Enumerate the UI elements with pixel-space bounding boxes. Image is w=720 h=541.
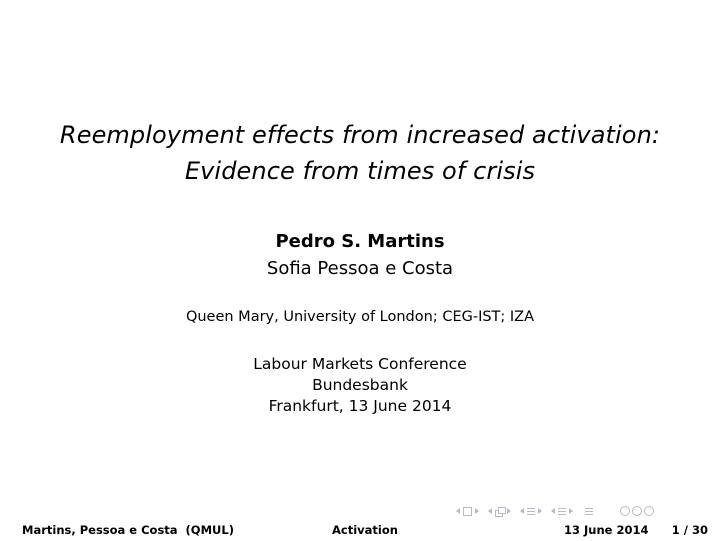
- frame-nav-icon[interactable]: [488, 507, 511, 516]
- footer-date: 13 June 2014: [564, 523, 649, 537]
- slide-nav-icon[interactable]: [456, 507, 479, 516]
- title-line-1: Reemployment effects from increased activation:: [59, 121, 661, 149]
- section-nav-icon[interactable]: [551, 508, 573, 515]
- affiliation: Queen Mary, University of London; CEG-IST; IZA: [185, 309, 535, 325]
- primary-author: Pedro S. Martins: [275, 231, 445, 252]
- search-loop-icon[interactable]: [619, 506, 655, 516]
- beamer-navigation: [456, 501, 664, 521]
- event-line-conference: Labour Markets Conference: [253, 355, 467, 373]
- footer: [0, 519, 720, 541]
- subsection-nav-icon[interactable]: [520, 508, 542, 515]
- footer-author: Martins, Pessoa e Costa (QMUL): [22, 523, 234, 537]
- footer-short-title: Activation: [332, 523, 398, 537]
- event-line-place-date: Frankfurt, 13 June 2014: [268, 397, 452, 415]
- event-line-host: Bundesbank: [312, 376, 408, 394]
- secondary-author: Sofia Pessoa e Costa: [266, 258, 454, 279]
- title-line-2: Evidence from times of crisis: [184, 157, 536, 185]
- event-info: [0, 354, 720, 417]
- slide-title: [0, 117, 720, 189]
- footer-page-number: 1 / 30: [671, 523, 708, 537]
- align-icon[interactable]: [582, 508, 596, 515]
